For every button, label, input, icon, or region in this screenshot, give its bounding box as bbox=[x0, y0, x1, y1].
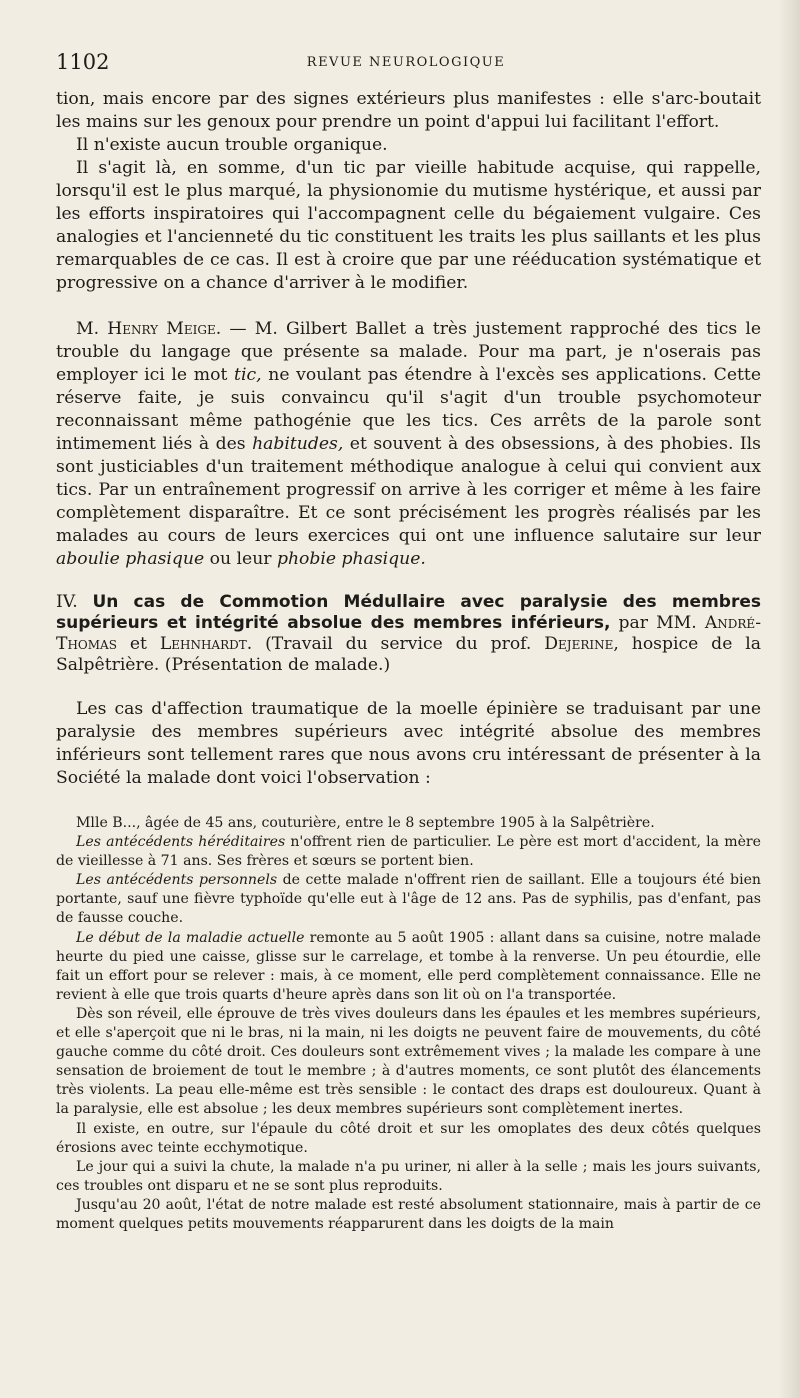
speaker-name: M. Henry Meige. bbox=[76, 319, 222, 339]
paragraph-continuation: tion, mais encore par des signes extérieurs plus manifestes : elle s'arc-boutait les mains sur les genoux pour prendre un point d'appui lui facilitant l'effort. bbox=[56, 89, 761, 132]
italic-label: Les antécédents héréditaires bbox=[76, 834, 286, 851]
text-run: (Travail du service du prof. bbox=[252, 634, 545, 654]
journal-title: REVUE NEUROLOGIQUE bbox=[306, 55, 506, 70]
observation-paragraph bbox=[56, 871, 761, 928]
text-run: remonte au 5 août 1905 : allant dans sa cuisine, notre malade heurte du pied une caisse, glisse sur le carrelage, et tombe à la renverse. Un peu étourdie, elle fait un effort pour se relever : mais, à ce moment, elle perd complètement connaissance. Elle ne revient à elle que trois quarts d'heure après dans son lit où on l'a transportée. bbox=[56, 929, 761, 1003]
italic-term: phobie phasique. bbox=[276, 549, 426, 569]
italic-label: Les antécédents personnels bbox=[76, 872, 278, 889]
text-run: et bbox=[116, 634, 160, 654]
author-name: André-Thomas bbox=[56, 613, 761, 654]
italic-term: habitudes, bbox=[252, 434, 344, 454]
professor-name: Dejerine, bbox=[544, 634, 619, 654]
observation-paragraph: Il existe, en outre, sur l'épaule du côté droit et sur les omoplates des deux côtés quelques érosions avec teinte ecchymotique. bbox=[56, 1120, 761, 1156]
page-body bbox=[56, 88, 761, 1234]
section-title: Un cas de Commotion Médullaire avec paralysie des membres supérieurs et intégrité absolue des membres inférieurs, bbox=[56, 592, 761, 633]
page-number: 1102 bbox=[56, 50, 110, 74]
running-header bbox=[56, 50, 756, 76]
text-run: — M. Gilbert Ballet a très justement rapproché des tics le trouble du langage que présente sa malade. Pour ma part, je n'oserais pas employer ici le mot bbox=[56, 319, 761, 385]
text-run: et souvent à des obsessions, à des phobies. Ils sont justiciables d'un traitement méthodique analogue à celui qui convient aux tics. Par un entraînement progressif on arrive à les corriger et même à les faire complètement disparaître. Et ce sont précisément les progrès réalisés par les malades au cours de leurs exercices qui ont une influence salutaire sur leur bbox=[56, 434, 761, 546]
italic-term: aboulie phasique bbox=[56, 549, 205, 569]
observation-paragraph: Mlle B..., âgée de 45 ans, couturière, entre le 8 septembre 1905 à la Salpêtrière. bbox=[76, 815, 655, 831]
paragraph-tic-summary: Il s'agit là, en somme, d'un tic par vieille habitude acquise, qui rappelle, lorsqu'il est le plus marqué, la physionomie du mutisme hystérique, et aussi par les efforts inspiratoires qui l'accompagnent celle du bégaiement vulgaire. Ces analogies et l'ancienneté du tic constituent les traits les plus saillants et les plus remarquables de ce cas. Il est à croire que par une rééducation systématique et progressive on a chance d'arriver à le modifier. bbox=[56, 158, 761, 293]
observation-paragraph: Jusqu'au 20 août, l'état de notre malade est resté absolument stationnaire, mais à partir de ce moment quelques petits mouvements réapparurent dans les doigts de la main bbox=[56, 1196, 761, 1232]
page-edge-shadow bbox=[778, 0, 800, 1398]
author-name: Lehnhardt. bbox=[159, 634, 253, 654]
observation-paragraph: Dès son réveil, elle éprouve de très vives douleurs dans les épaules et les membres supérieurs, et elle s'aperçoit que ni le bras, ni la main, ni les doigts ne peuvent faire de mouvements, du côté gauche comme du côté droit. Ces douleurs sont extrêmement vives ; la malade les compare à une sensation de broiement de tout le membre ; à d'autres moments, ce sont plutôt des élancements très violents. La peau elle-même est très sensible : le contact des draps est douloureux. Quant à la paralysie, elle est absolue ; les deux membres supérieurs sont complètement inertes. bbox=[56, 1005, 761, 1118]
observation-paragraph: Le jour qui a suivi la chute, la malade n'a pu uriner, ni aller à la selle ; mais les jours suivants, ces troubles ont disparu et ne se sont plus reproduits. bbox=[56, 1158, 761, 1194]
section-heading bbox=[56, 592, 761, 676]
text-run: de cette malade n'offrent rien de saillant. Elle a toujours été bien portante, sauf une fièvre typhoïde qu'elle eut à l'âge de 12 ans. Pas de syphilis, pas d'enfant, pas de fausse couche. bbox=[56, 872, 762, 927]
paragraph-no-organic: Il n'existe aucun trouble organique. bbox=[76, 135, 388, 155]
text-run: n'offrent rien de particulier. Le père est mort d'accident, la mère de vieillesse à 71 ans. Ses frères et sœurs se portent bien. bbox=[56, 834, 761, 870]
paragraph-introduction: Les cas d'affection traumatique de la moelle épinière se traduisant par une paralysie des membres supérieurs avec intégrité absolue des membres inférieurs sont tellement rares que nous avons cru intéressant de présenter à la Société la malade dont voici l'observation : bbox=[56, 699, 761, 788]
italic-label: Le début de la maladie actuelle bbox=[76, 929, 305, 946]
text-run: par MM. bbox=[610, 613, 705, 633]
italic-term: tic, bbox=[234, 365, 262, 385]
text-run: ne voulant pas étendre à l'excès ses applications. Cette réserve faite, je suis convaincu qu'il s'agit d'un trouble psychomoteur reconnaissant même pathogénie que les tics. Ces arrêts de la parole sont intimement liés à des bbox=[56, 365, 761, 454]
text-run: hospice de la Salpêtrière. (Présentation de malade.) bbox=[56, 634, 761, 675]
paragraph-meige-discussion bbox=[56, 318, 761, 571]
observation-paragraph bbox=[56, 929, 761, 1005]
section-number: IV. bbox=[56, 592, 78, 612]
observation-block bbox=[56, 814, 761, 1234]
text-run: ou leur bbox=[204, 549, 277, 569]
observation-paragraph bbox=[56, 833, 761, 871]
